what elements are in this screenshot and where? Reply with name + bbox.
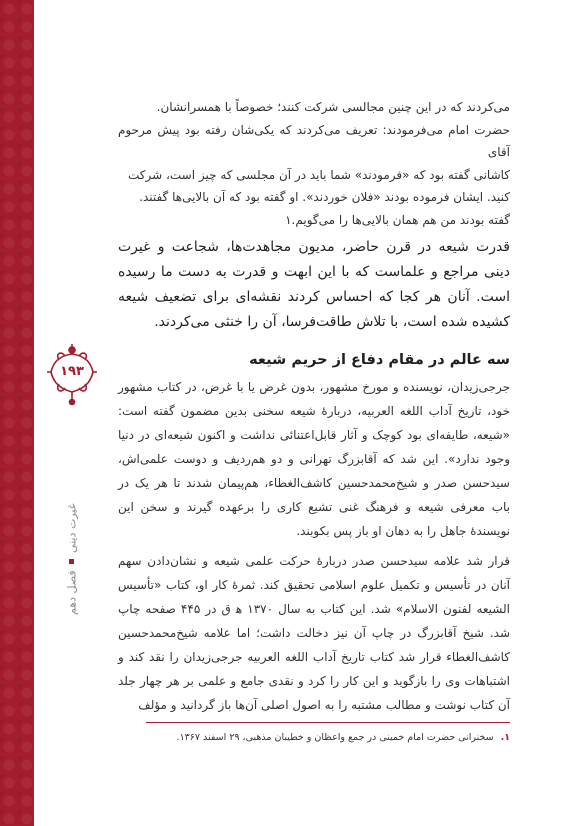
quote-line: می‌کردند که در این چنین مجالسی شرکت کنند؛ خصوصاً با همسرانشان. <box>156 100 510 114</box>
main-paragraph: قدرت شیعه در قرن حاضر، مدیون مجاهدت‌ها، شجاعت و غیرت دینی مراجع و علماست که با این ابهت و قدرت به دست ما رسیده است. آنان هر کجا که احساس کردند نقشه‌ای برای تضعیف شیعه کشیده شده است، با تلاش طاقت‌فرسا، آن را خنثی می‌کردند. <box>118 239 510 330</box>
footnote-divider <box>146 722 510 723</box>
page-number: ۱۹۳ <box>60 364 84 379</box>
footnote <box>118 731 510 745</box>
section-paragraph: قرار شد علامه سیدحسن صدر دربارهٔ حرکت علمی شیعه و نشان‌دادن سهم آنان در تأسیس و تکمیل علوم اسلامی تحقیق کند. ثمرهٔ کار او، کتاب «تأسیس الشیعه لفنون الاسلام» شد. این کتاب به سال ۱۳۷۰ ه‍ ق در ۴۴۵ صفحه چاپ شد. شیخ آقابزرگ در چاپ آن نیز دخالت داشت؛ اما علامه شیخ‌محمدحسین کاشف‌الغطاء قرار شد کتاب تاریخ آداب اللغه العربیه جرجی‌زیدان را نقد کند و اشتباهات وی را بازگوید و این کار را کرد و نقدی جامع و علمی بر هر چهار جلد آن کتاب نوشت و مطالب مشتبه را به اصول اصلی آن‌ها باز گردانید و مؤلف <box>118 554 510 712</box>
footnote-text: سخنرانی حضرت امام خمینی در جمع واعظان و خطیبان مذهبی، ۲۹ اسفند ۱۳۶۷. <box>176 732 494 743</box>
section-heading: سه عالم در مقام دفاع از حریم شیعه <box>249 352 510 368</box>
page-content <box>118 96 510 723</box>
quote-line: کاشانی گفته بود که «فرمودند» شما باید در آن مجلسی که چیز است، شرکت <box>128 167 510 182</box>
running-title-chapter: فصل دهم <box>65 570 79 615</box>
running-title-name: غیرت دینی <box>65 503 79 554</box>
quote-line: کنید. ایشان فرموده بودند «فلان خوردند». او گفته بود که آن بالایی‌ها گفتند. <box>139 190 510 204</box>
running-title <box>64 415 80 615</box>
separator-square-icon <box>70 559 75 564</box>
decorative-side-band <box>0 0 34 826</box>
quote-line: حضرت امام می‌فرمودند: تعریف می‌کردند که یکی‌شان رفته بود پیش مرحوم آقای <box>118 122 510 159</box>
quote-line: گفته بودند من هم همان بالایی‌ها را می‌گویم.۱ <box>285 212 510 227</box>
quote-block <box>118 96 510 231</box>
footnote-number: ۱. <box>500 732 510 743</box>
section-paragraph: جرجی‌زیدان، نویسنده و مورخ مشهور، بدون غرض یا با غرض، در کتاب مشهور خود، تاریخ آداب اللغه العربیه، دربارهٔ شیعه سخنی بدین مضمون گفته است: «شیعه، طایفه‌ای بود کوچک و آثار قابل‌اعتنائی نداشت و اکنون شیعه‌ای در دنیا وجود ندارد». این شد که آقابزرگ تهرانی و دو هم‌ردیف و دوست علمی‌اش، سیدحسن صدر و شیخ‌محمدحسین کاشف‌الغطاء، هم‌پیمان شدند تا هر یک در باب معرفی شیعه و فرهنگ غنی تشیع کاری را برعهده گیرند و سخن این نویسندهٔ جاهل را به دهان او باز پس بکوبند. <box>118 380 510 538</box>
